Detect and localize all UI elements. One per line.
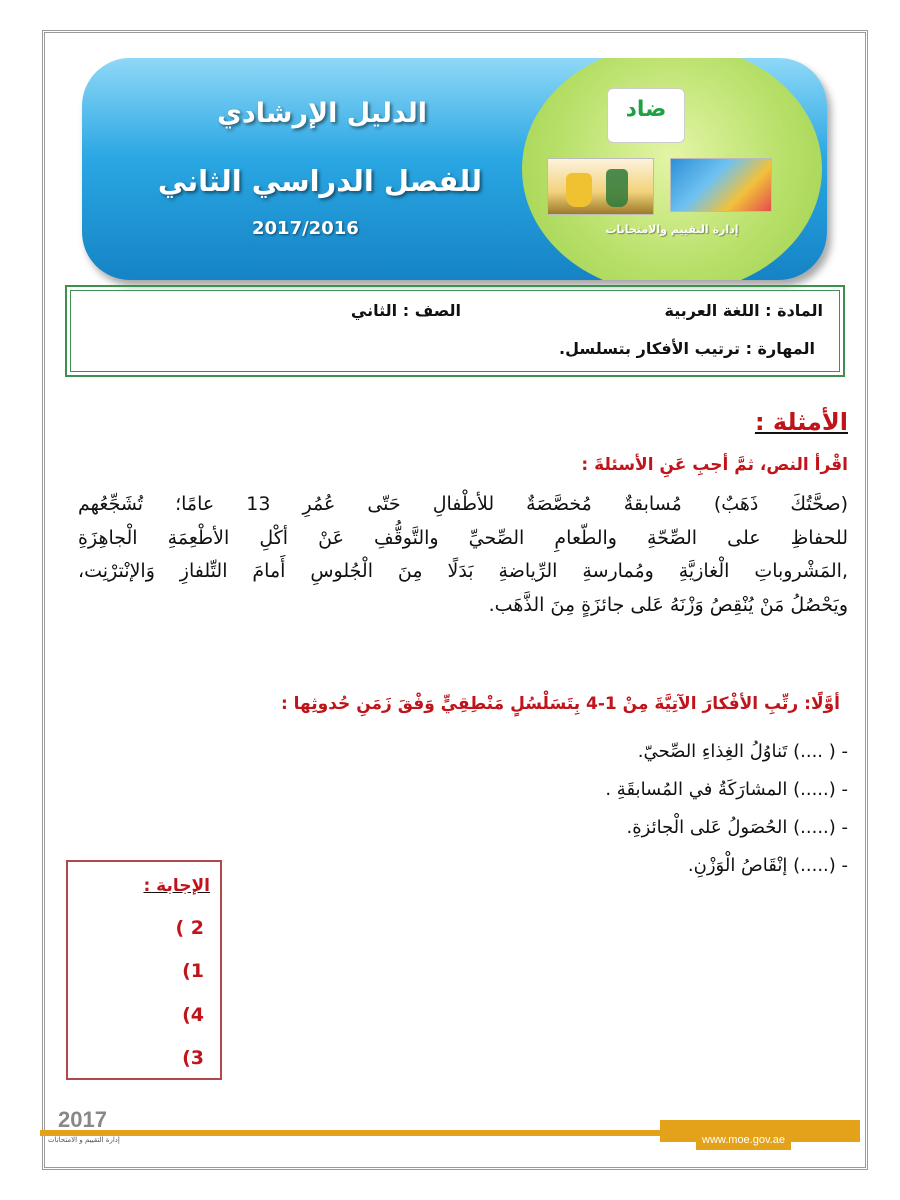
info-box bbox=[65, 285, 845, 377]
answer-value: (1 bbox=[182, 960, 204, 982]
answer-value: (3 bbox=[182, 1047, 204, 1069]
answer-value: (4 bbox=[182, 1004, 204, 1026]
dad-logo bbox=[607, 88, 685, 143]
reading-instruction: اقْرأ النص، ثمَّ أجبِ عَنِ الأسئلةَ : bbox=[581, 455, 848, 475]
guide-title: الدليل الإرشادي bbox=[217, 98, 427, 129]
answer-heading: الإجابة : bbox=[143, 876, 210, 896]
numbers-image bbox=[670, 158, 772, 212]
footer-department: إدارة التقييم و الامتحانات bbox=[48, 1136, 120, 1144]
reading-passage bbox=[78, 488, 848, 622]
options-list bbox=[605, 733, 848, 885]
answer-box bbox=[66, 860, 222, 1080]
ordering-question: أوَّلًا: رتِّبِ الأفْكارَ الآتِيَّةَ مِنْ 1-4 بِتَسَلْسُلٍ مَنْطِقِيٍّ وَفْقَ زَمَنِ حُدوثِها : bbox=[280, 694, 840, 714]
passage-line: (صحَّتُكَ ذَهَبٌ) مُسابقةٌ مُخصَّصَةٌ للأطْفالِ حَتّى عُمُرِ 13 عامًا؛ تُشَجِّعُهم bbox=[78, 493, 848, 515]
skill: المهارة : ترتيب الأفكار بتسلسل. bbox=[559, 339, 815, 358]
dad-logo-text: ضاد bbox=[625, 97, 667, 122]
footer-url: www.moe.gov.ae bbox=[696, 1130, 791, 1150]
passage-line: للحفاظِ على الصِّحّةِ والطّعامِ الصِّحيِّ والتَّوقُّفِ عَنْ أكْلِ الأطْعِمَةِ الْجاهِزَةِ bbox=[78, 526, 848, 549]
semester-title: للفصل الدراسي الثاني bbox=[157, 164, 482, 198]
answer-value: ( 2 bbox=[175, 917, 204, 939]
header-banner bbox=[82, 58, 827, 280]
option-item: - (.....) الحُصَولُ عَلى الْجائزةِ. bbox=[626, 817, 848, 838]
grade: الصف : الثاني bbox=[350, 301, 461, 320]
option-item: - (.....) المشارَكَةُ في المُسابقَةِ . bbox=[605, 779, 848, 800]
lab-flasks-image bbox=[547, 158, 654, 215]
subject: المادة : اللغة العربية bbox=[664, 301, 823, 320]
passage-line: ويَحْصُلُ مَنْ يُنْقِصُ وَزْنَهُ عَلى جائزَةٍ مِنَ الذَّهَب. bbox=[488, 593, 848, 616]
footer-year: 2017 bbox=[58, 1107, 107, 1132]
examples-heading: الأمثلة : bbox=[754, 408, 848, 436]
academic-year: 2017/2016 bbox=[252, 218, 359, 239]
option-item: - (.....) إنْقَاصُ الْوَزْنِ. bbox=[687, 855, 848, 876]
option-item: - ( ....) تَناوُلُ الغِذاءِ الصِّحيّ. bbox=[637, 741, 848, 762]
department-label: إدارة التقييم والامتحانات bbox=[605, 223, 739, 236]
passage-line: ,المَشْروباتِ الْغازيَّةِ ومُمارسةِ الرِّياضةِ بَدَلًا مِنَ الْجُلوسِ أَمامَ التِّلفازِ وَالإنْترْنِت، bbox=[78, 560, 848, 582]
